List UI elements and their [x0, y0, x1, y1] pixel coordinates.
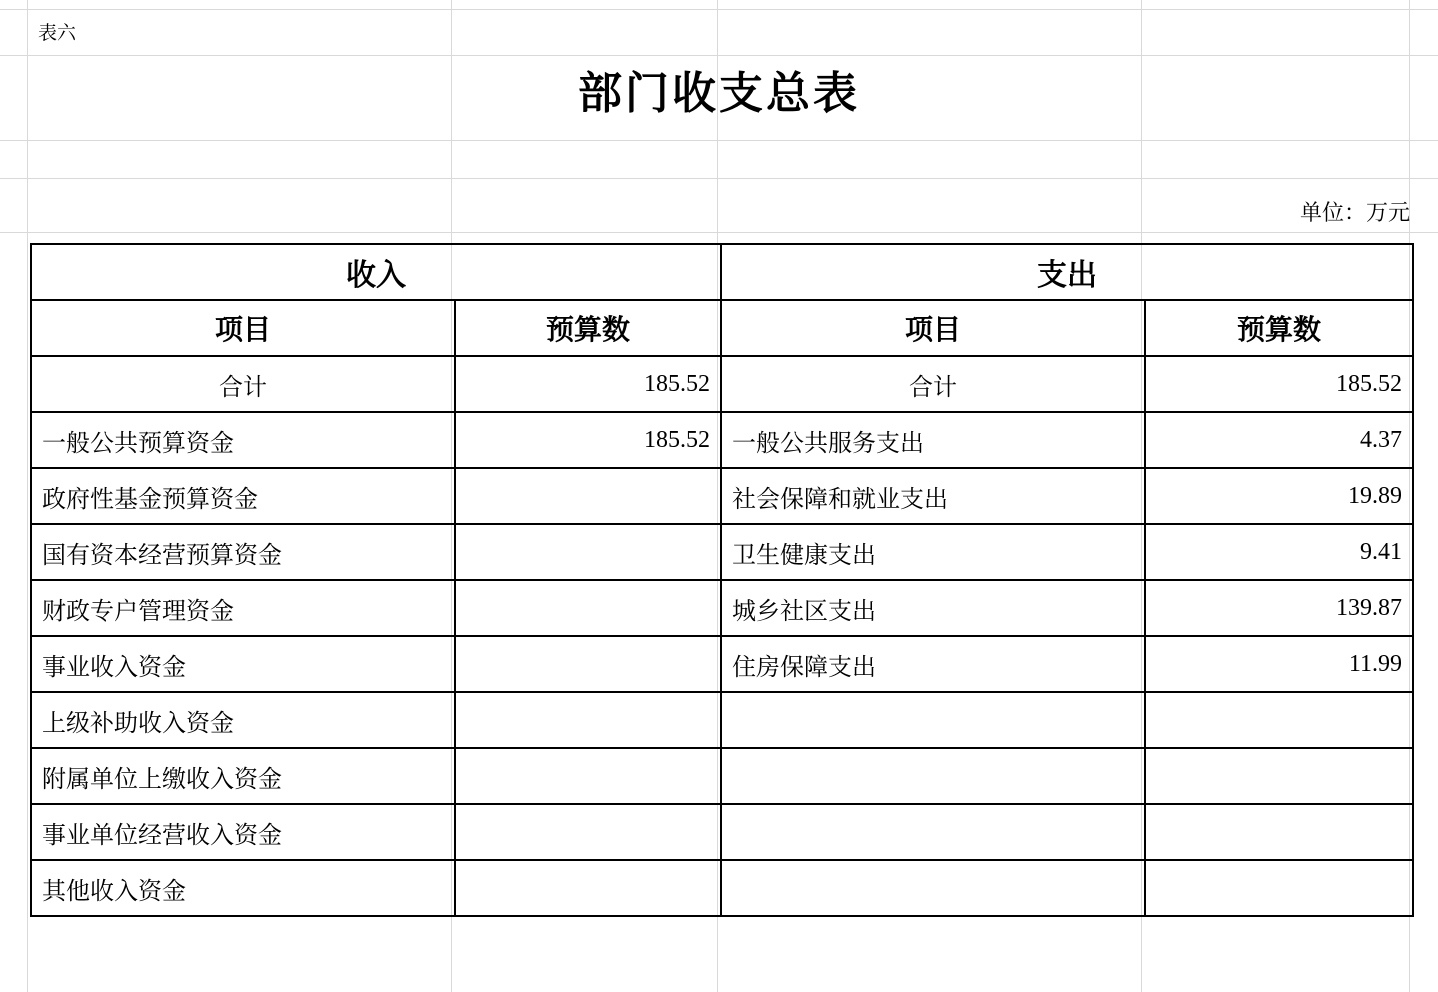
expense-item-label: 一般公共服务支出	[721, 412, 1145, 468]
income-item-value	[455, 692, 721, 748]
income-item-label: 财政专户管理资金	[31, 580, 455, 636]
total-income-value: 185.52	[455, 356, 721, 412]
unit-note: 单位：万元	[1299, 200, 1410, 225]
expense-item-value: 139.87	[1145, 580, 1413, 636]
table-group-header-row	[31, 244, 1413, 300]
income-item-value	[455, 804, 721, 860]
total-income-label: 合计	[31, 356, 455, 412]
column-header-income-item: 项目	[31, 300, 455, 356]
table-row	[31, 804, 1413, 860]
expense-item-label: 住房保障支出	[721, 636, 1145, 692]
table-number-label: 表六	[38, 23, 77, 44]
expense-item-label: 卫生健康支出	[721, 524, 1145, 580]
expense-item-value: 4.37	[1145, 412, 1413, 468]
income-item-label: 一般公共预算资金	[31, 412, 455, 468]
budget-summary-table	[30, 243, 1414, 917]
income-item-value	[455, 468, 721, 524]
income-item-value: 185.52	[455, 412, 721, 468]
expense-item-value	[1145, 804, 1413, 860]
table-row	[31, 636, 1413, 692]
income-item-label: 政府性基金预算资金	[31, 468, 455, 524]
income-item-label: 附属单位上缴收入资金	[31, 748, 455, 804]
table-row	[31, 468, 1413, 524]
expense-item-value	[1145, 692, 1413, 748]
table-column-header-row	[31, 300, 1413, 356]
page-title: 部门收支总表	[578, 69, 860, 118]
income-item-label: 上级补助收入资金	[31, 692, 455, 748]
income-item-label: 其他收入资金	[31, 860, 455, 916]
table-row	[31, 860, 1413, 916]
expense-item-label: 城乡社区支出	[721, 580, 1145, 636]
column-header-expense-budget: 预算数	[1145, 300, 1413, 356]
column-header-income-budget: 预算数	[455, 300, 721, 356]
income-item-value	[455, 748, 721, 804]
income-item-label: 国有资本经营预算资金	[31, 524, 455, 580]
table-row	[31, 748, 1413, 804]
total-expense-value: 185.52	[1145, 356, 1413, 412]
income-item-label: 事业单位经营收入资金	[31, 804, 455, 860]
expense-item-label	[721, 860, 1145, 916]
table-row	[31, 692, 1413, 748]
income-item-value	[455, 636, 721, 692]
expense-item-value: 11.99	[1145, 636, 1413, 692]
table-row-total	[31, 356, 1413, 412]
expense-item-value	[1145, 748, 1413, 804]
table-row	[31, 524, 1413, 580]
table-row	[31, 412, 1413, 468]
expense-item-label	[721, 692, 1145, 748]
column-header-expense-item: 项目	[721, 300, 1145, 356]
income-item-value	[455, 580, 721, 636]
income-item-value	[455, 860, 721, 916]
total-expense-label: 合计	[721, 356, 1145, 412]
expense-item-value: 9.41	[1145, 524, 1413, 580]
expense-item-label	[721, 804, 1145, 860]
income-item-label: 事业收入资金	[31, 636, 455, 692]
table-row	[31, 580, 1413, 636]
group-header-income: 收入	[31, 244, 721, 300]
group-header-expense: 支出	[721, 244, 1413, 300]
expense-item-label	[721, 748, 1145, 804]
income-item-value	[455, 524, 721, 580]
expense-item-label: 社会保障和就业支出	[721, 468, 1145, 524]
expense-item-value	[1145, 860, 1413, 916]
expense-item-value: 19.89	[1145, 468, 1413, 524]
